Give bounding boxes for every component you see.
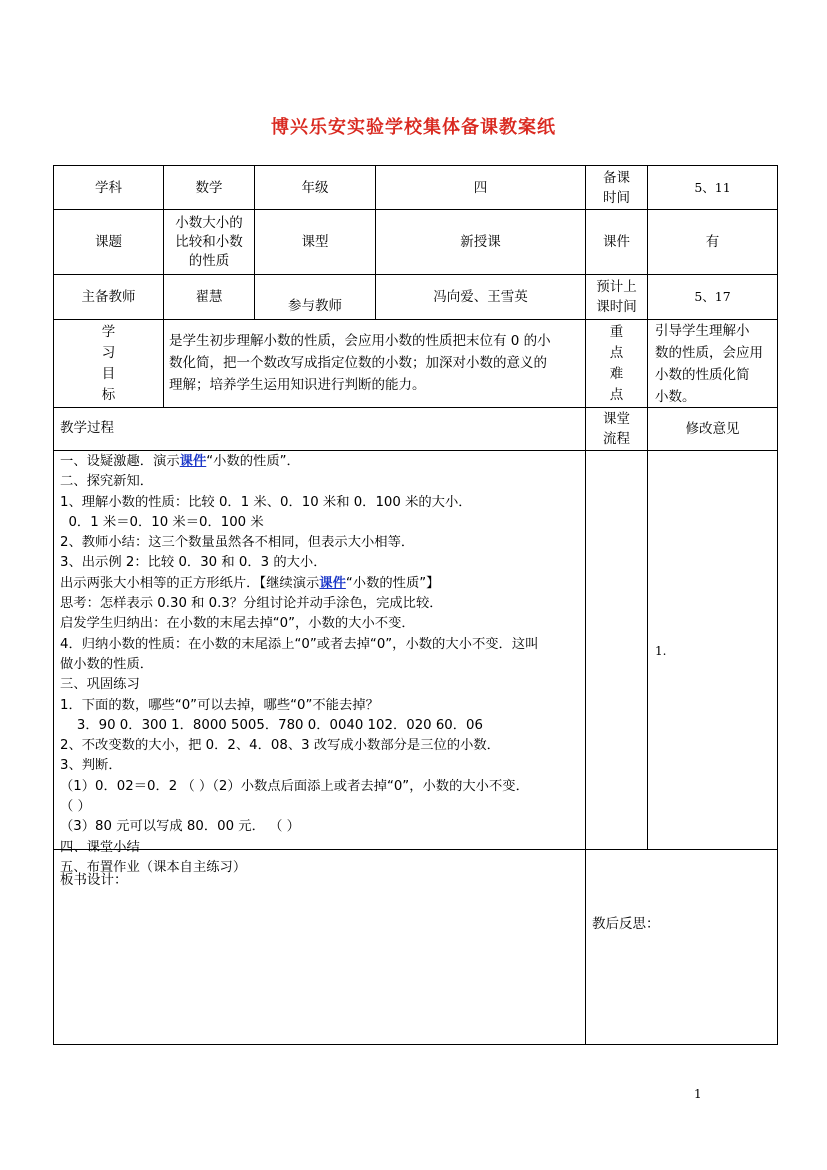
process-line: 启发学生归纳出：在小数的末尾去掉“0”，小数的大小不变． (60, 616, 415, 632)
goals-label-char: 习 (101, 344, 116, 361)
process-line: （1）0．02＝0．2 （ ）（2）小数点后面添上或者去掉“0”，小数的大小不变． (60, 778, 529, 794)
prep-time-label-line: 时间 (603, 189, 630, 206)
planned-time-label (586, 275, 647, 319)
process-line: （ ） (60, 799, 91, 815)
prep-time-value: 5、11 (694, 179, 731, 195)
key-points-label-char: 难 (609, 365, 624, 382)
topic-value (164, 210, 254, 274)
grade-label: 年级 (301, 179, 329, 196)
process-line: 五、布置作业（课本自主练习） (60, 859, 247, 875)
prep-time-label (586, 166, 647, 209)
document-title: 博兴乐安实验学校集体备课教案纸 (271, 117, 556, 138)
planned-time-label-line: 预计上 (596, 279, 637, 295)
goals-label-char: 学 (101, 323, 116, 340)
process-line: 3、判断． (60, 758, 122, 774)
topic-value-line: 的性质 (188, 252, 230, 269)
board-design-label: 板书设计： (60, 872, 128, 888)
lesson-type-label: 课型 (301, 234, 329, 250)
key-points-label-char: 点 (609, 344, 624, 361)
planned-time-label-line: 课时间 (596, 299, 637, 315)
row-divider (53, 450, 778, 451)
process-line: 1．下面的数，哪些“0”可以去掉，哪些“0”不能去掉？ (60, 697, 379, 713)
goals-text-line: 数化简，把一个数改写成指定位数的小数；加深对小数的意义的 (169, 355, 547, 371)
teaching-process (60, 452, 582, 878)
process-line: 4．归纳小数的性质：在小数的末尾添上“0”或者去掉“0”，小数的大小不变．这叫 (60, 636, 539, 652)
process-line: 思考：怎样表示 0.30 和 0.3？分组讨论并动手涂色，完成比较． (60, 596, 443, 612)
key-points-label-char: 点 (609, 386, 624, 403)
key-points-text-line: 引导学生理解小 (655, 323, 750, 339)
goals-label (54, 320, 163, 407)
goals-text-line: 理解；培养学生运用知识进行判断的能力。 (169, 377, 426, 393)
prep-time-label-line: 备课 (603, 169, 630, 186)
courseware-label: 课件 (603, 234, 630, 250)
participants-value: 冯向爱、王雪英 (433, 289, 528, 305)
key-points-text (655, 320, 775, 408)
planned-time-value: 5、17 (694, 289, 731, 304)
goals-label-char: 标 (101, 386, 116, 403)
key-points-text-line: 小数的性质化简 (655, 367, 750, 383)
revision-label: 修改意见 (685, 421, 740, 437)
page-number: 1 (694, 1087, 702, 1101)
process-line: 四、课堂小结 (60, 839, 140, 855)
courseware-link[interactable]: 课件 (179, 454, 207, 469)
process-line: 2、教师小结：这三个数量虽然各不相同，但表示大小相等． (60, 535, 415, 551)
process-line: 3．90 0．300 1．8000 5005．780 0．0040 102．020 60．06 (60, 717, 483, 733)
flow-label-line: 流程 (603, 431, 630, 447)
participants-label: 参与教师 (288, 298, 342, 314)
process-line: 1、理解小数的性质：比较 0．1 米、0．10 米和 0．100 米的大小． (60, 494, 472, 510)
lesson-type-value: 新授课 (460, 234, 501, 250)
reflection-label: 教后反思： (592, 916, 660, 932)
process-line: 0．1 米＝0．10 米＝0．100 米 (60, 514, 264, 530)
process-text: 一、设疑激趣．演示 (60, 454, 180, 469)
key-points-label-char: 重 (609, 323, 624, 340)
grade-value: 四 (473, 179, 488, 196)
process-text: “小数的性质”． (206, 454, 300, 469)
topic-label: 课题 (95, 234, 122, 250)
process-line: 二、探究新知． (60, 474, 154, 490)
subject-value: 数学 (195, 179, 223, 196)
courseware-link[interactable]: 课件 (319, 575, 346, 591)
flow-label (586, 408, 647, 450)
flow-label-line: 课堂 (603, 411, 630, 427)
main-teacher-label: 主备教师 (81, 289, 136, 305)
goals-label-char: 目 (101, 365, 116, 382)
process-line: 三、巩固练习 (60, 677, 140, 693)
process-line: 2、不改变数的大小，把 0．2、4．08、3 改写成小数部分是三位的小数． (60, 738, 500, 754)
goals-text (169, 330, 583, 396)
subject-label: 学科 (95, 179, 122, 196)
table-border (53, 1044, 778, 1045)
table-border (777, 165, 778, 1045)
process-text: 出示两张大小相等的正方形纸片．【继续演示 (60, 575, 320, 591)
process-line: （3）80 元可以写成 80．00 元． （ ） (60, 819, 300, 835)
process-line (60, 574, 582, 594)
process-text: “小数的性质”】 (345, 575, 440, 591)
key-points-text-line: 小数。 (655, 389, 696, 405)
topic-value-line: 小数大小的 (175, 214, 243, 231)
key-points-label (586, 320, 647, 407)
flow-note: 1. (655, 644, 667, 658)
process-label: 教学过程 (60, 420, 114, 436)
main-teacher-value: 翟慧 (195, 289, 223, 305)
topic-value-line: 比较和小数 (175, 233, 243, 250)
process-line: 做小数的性质． (60, 656, 154, 672)
key-points-text-line: 数的性质，会应用 (655, 345, 763, 361)
goals-text-line: 是学生初步理解小数的性质，会应用小数的性质把末位有 0 的小 (169, 333, 551, 349)
courseware-value: 有 (705, 234, 720, 250)
process-line: 3、出示例 2：比较 0．30 和 0．3 的大小． (60, 555, 327, 571)
process-line (60, 452, 582, 472)
